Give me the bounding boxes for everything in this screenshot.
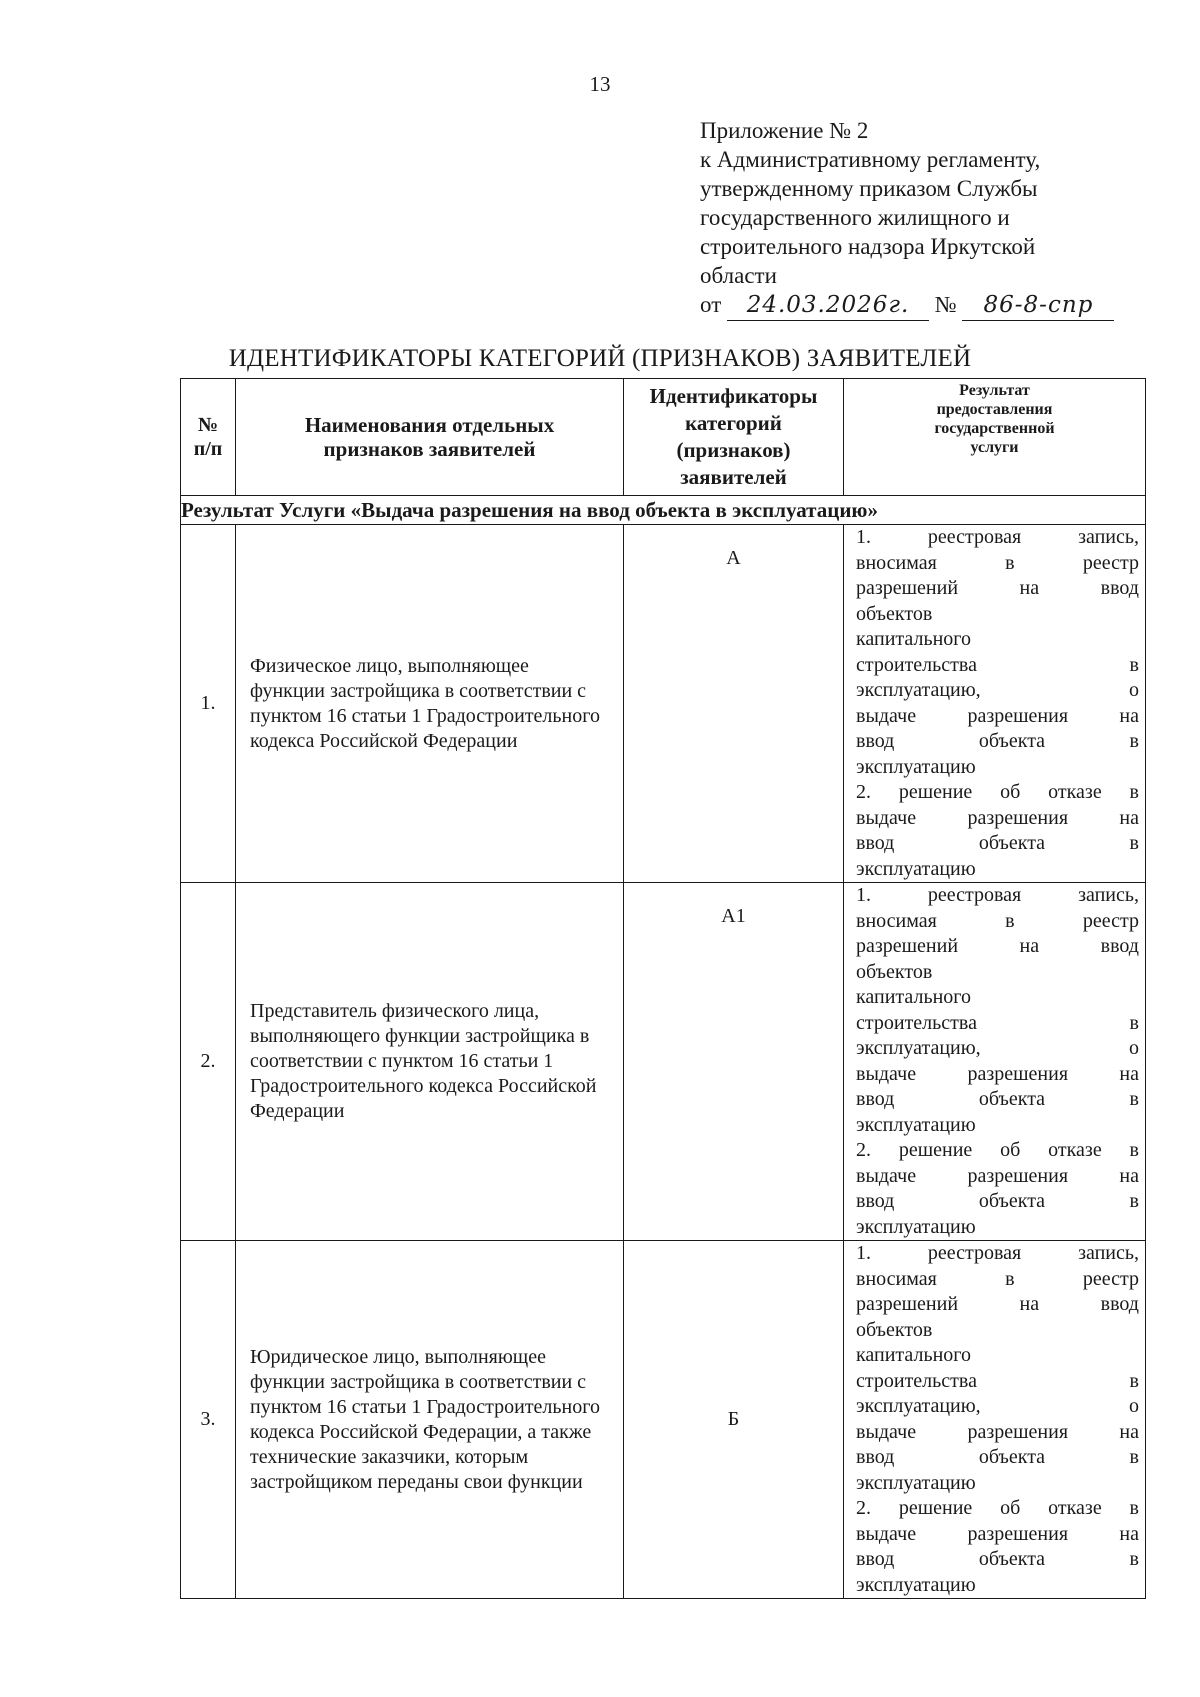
table-row — [181, 525, 1146, 883]
result-line: эксплуатацию, о — [856, 1037, 1139, 1059]
result-line: разрешений на ввод — [856, 935, 1139, 957]
result-line: строительства в — [856, 653, 1139, 676]
result-line: капитального — [856, 1344, 971, 1366]
from-label: от — [700, 292, 722, 317]
order-date: 24.03.2026г. — [727, 291, 929, 321]
row-number: 3. — [181, 1241, 236, 1599]
header-id-line: (признаков) — [676, 438, 791, 462]
name-line: функции застройщика в соответствии с — [250, 1370, 587, 1393]
header-id-line: Идентификаторы — [649, 384, 818, 408]
row-number: 1. — [181, 525, 236, 883]
applicant-categories-table — [180, 378, 1146, 1599]
result-line: эксплуатацию — [856, 857, 976, 880]
table-row — [181, 883, 1146, 1241]
header-name-line: Наименования отдельных — [304, 413, 555, 437]
order-signature-line — [700, 290, 1120, 321]
result-line: 2. решение об отказе в — [856, 1497, 1139, 1519]
result-line: эксплуатацию — [856, 1215, 976, 1238]
result-line: разрешений на ввод — [856, 577, 1139, 599]
header-num-line: п/п — [193, 438, 223, 460]
order-number: 86-8-спр — [962, 291, 1114, 321]
name-line: технические заказчики, которым — [250, 1445, 529, 1468]
result-line: вносимая в реестр — [856, 551, 1139, 574]
result-line: 1. реестровая запись, — [856, 884, 1139, 906]
result-line: ввод объекта в — [856, 730, 1139, 752]
appendix-line: Приложение № 2 — [700, 118, 869, 143]
result-line: объектов — [856, 1318, 933, 1341]
header-num — [181, 379, 236, 496]
name-line: функции застройщика в соответствии с — [250, 679, 587, 702]
result-line: ввод объекта в — [856, 1190, 1139, 1212]
name-line: выполняющего функции застройщика в — [250, 1025, 590, 1047]
name-line: Представитель физического лица, — [250, 1000, 540, 1022]
header-id-line: категорий — [685, 411, 782, 435]
section-row — [181, 496, 1146, 525]
result-line: разрешений на ввод — [856, 1293, 1139, 1315]
result-line: строительства в — [856, 1011, 1139, 1034]
result-line: ввод объекта в — [856, 832, 1139, 854]
row-identifier: А1 — [624, 883, 844, 1241]
result-line: эксплуатацию — [856, 1471, 976, 1494]
number-label: № — [934, 292, 957, 317]
header-result-line: услуги — [970, 439, 1019, 456]
result-line: 1. реестровая запись, — [856, 1242, 1139, 1264]
name-line: пунктом 16 статьи 1 Градостроительного — [250, 704, 600, 727]
result-line: выдаче разрешения на — [856, 806, 1139, 829]
result-line: эксплуатацию — [856, 1573, 976, 1596]
row-applicant-name — [236, 883, 624, 1241]
result-line: выдаче разрешения на — [856, 704, 1139, 727]
result-line: эксплуатацию, о — [856, 1395, 1139, 1417]
result-line: капитального — [856, 628, 971, 650]
result-line: строительства в — [856, 1369, 1139, 1392]
row-applicant-name — [236, 525, 624, 883]
name-line: пунктом 16 статьи 1 Градостроительного — [250, 1395, 600, 1418]
row-result — [844, 525, 1146, 883]
result-line: 2. решение об отказе в — [856, 1139, 1139, 1161]
header-result — [844, 379, 1146, 496]
name-line: Федерации — [250, 1100, 345, 1122]
result-line: эксплуатацию — [856, 755, 976, 778]
appendix-line: утвержденному приказом Службы — [700, 176, 1038, 201]
appendix-line: государственного жилищного и — [700, 205, 1010, 230]
header-identifier — [624, 379, 844, 496]
page-number: 13 — [589, 72, 611, 96]
table-row — [181, 1241, 1146, 1599]
name-line: Юридическое лицо, выполняющее — [250, 1345, 546, 1368]
header-result-line: Результат — [959, 382, 1030, 399]
appendix-line: области — [700, 263, 777, 288]
document-title: ИДЕНТИФИКАТОРЫ КАТЕГОРИЙ (ПРИЗНАКОВ) ЗАЯВИТЕЛЕЙ — [228, 345, 972, 372]
header-num-line: № — [197, 414, 219, 436]
result-line: 2. решение об отказе в — [856, 781, 1139, 803]
section-title: Результат Услуги «Выдача разрешения на ввод объекта в эксплуатацию» — [181, 496, 1146, 525]
header-result-line: государственной — [934, 420, 1055, 437]
row-result — [844, 883, 1146, 1241]
name-line: кодекса Российской Федерации — [250, 729, 518, 752]
result-line: объектов — [856, 602, 933, 625]
result-line: эксплуатацию, о — [856, 679, 1139, 701]
name-line: соответствии с пунктом 16 статьи 1 — [250, 1050, 554, 1072]
appendix-line: строительного надзора Иркутской — [700, 234, 1036, 259]
row-identifier: Б — [624, 1241, 844, 1599]
result-line: ввод объекта в — [856, 1088, 1139, 1110]
header-name-line: признаков заявителей — [323, 437, 536, 461]
result-line: эксплуатацию — [856, 1113, 976, 1136]
result-line: выдаче разрешения на — [856, 1062, 1139, 1085]
name-line: Градостроительного кодекса Российской — [250, 1075, 597, 1097]
result-line: выдаче разрешения на — [856, 1420, 1139, 1443]
appendix-block — [700, 116, 1120, 321]
result-line: выдаче разрешения на — [856, 1164, 1139, 1187]
table-header-row — [181, 379, 1146, 496]
result-line: ввод объекта в — [856, 1548, 1139, 1570]
row-result — [844, 1241, 1146, 1599]
appendix-line: к Административному регламенту, — [700, 147, 1041, 172]
row-applicant-name — [236, 1241, 624, 1599]
name-line: кодекса Российской Федерации, а также — [250, 1420, 592, 1443]
result-line: вносимая в реестр — [856, 909, 1139, 932]
row-number: 2. — [181, 883, 236, 1241]
header-result-line: предоставления — [936, 401, 1053, 418]
name-line: Физическое лицо, выполняющее — [250, 654, 529, 677]
row-identifier: А — [624, 525, 844, 883]
result-line: ввод объекта в — [856, 1446, 1139, 1468]
result-line: объектов — [856, 960, 933, 983]
result-line: вносимая в реестр — [856, 1267, 1139, 1290]
result-line: капитального — [856, 986, 971, 1008]
header-id-line: заявителей — [680, 465, 787, 489]
header-name — [236, 379, 624, 496]
name-line: застройщиком переданы свои функции — [250, 1470, 583, 1493]
result-line: 1. реестровая запись, — [856, 526, 1139, 548]
result-line: выдаче разрешения на — [856, 1522, 1139, 1545]
